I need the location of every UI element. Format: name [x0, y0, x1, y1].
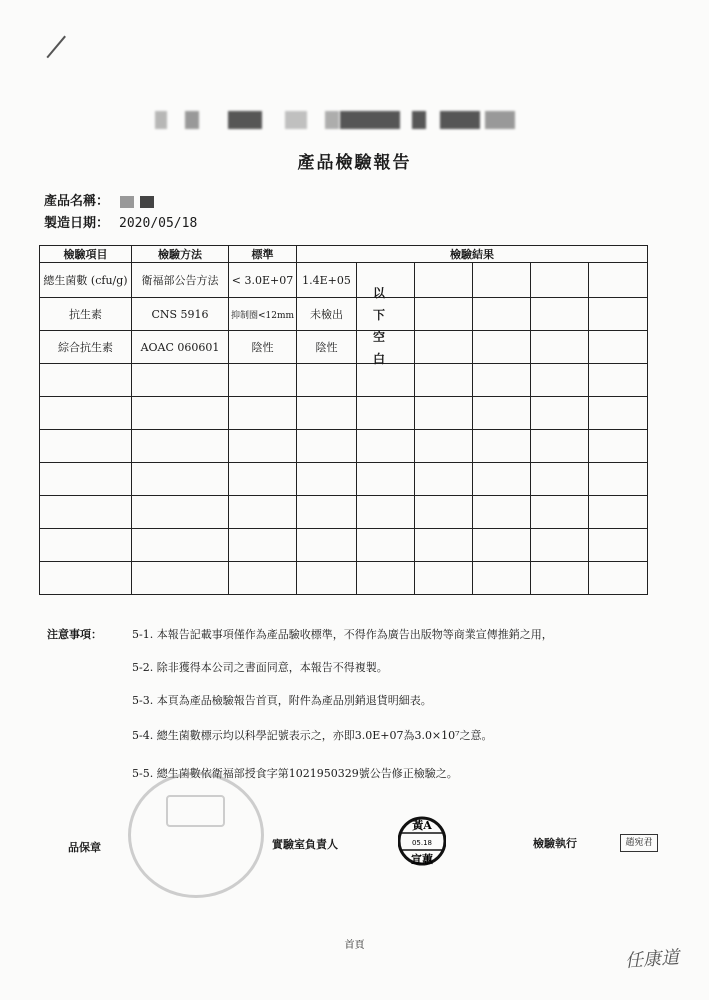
cell-method: CNS 5916	[132, 298, 229, 331]
seal-bottom-text: 宣蕙	[411, 853, 433, 866]
blank-note-char: 下	[372, 308, 385, 322]
header-standard: 標準	[229, 246, 297, 263]
lab-manager-label: 實驗室負責人	[272, 838, 338, 851]
cell-result: 未檢出	[297, 298, 357, 331]
manufacture-date-label: 製造日期：	[44, 216, 110, 231]
handwritten-signature: 任康道	[624, 947, 680, 972]
notes-heading: 注意事項：	[47, 628, 102, 641]
lab-manager-seal	[398, 812, 446, 870]
table-row	[40, 331, 648, 364]
note-item: 5-1. 本報告記載事項僅作為產品驗收標準，不得作為廣告出版物等商業宣傳推銷之用，	[132, 628, 553, 641]
blank-below-note	[365, 282, 393, 370]
cell-item: 抗生素	[40, 298, 132, 331]
cell-method: AOAC 060601	[132, 331, 229, 364]
cell-standard: 抑制圈<12mm	[229, 298, 297, 331]
header-method: 檢驗方法	[132, 246, 229, 263]
table-row-empty	[40, 397, 648, 430]
inspector-label: 檢驗執行	[533, 837, 577, 850]
inspection-table	[39, 245, 648, 595]
qa-seal-label: 品保章	[68, 841, 101, 854]
table-row	[40, 263, 648, 298]
cell-standard: 陰性	[229, 331, 297, 364]
blank-note-char: 以	[372, 286, 385, 300]
product-name-label: 產品名稱：	[44, 194, 110, 209]
seal-date-text: 05.18	[411, 839, 433, 847]
table-row-empty	[40, 529, 648, 562]
cell-standard: < 3.0E+07	[229, 263, 297, 298]
cell-item: 總生菌數 (cfu/g)	[40, 263, 132, 298]
pen-mark	[46, 36, 65, 58]
table-row-empty	[40, 463, 648, 496]
cell-item: 綜合抗生素	[40, 331, 132, 364]
cell-result: 陰性	[297, 331, 357, 364]
header-item: 檢驗項目	[40, 246, 132, 263]
blank-note-char: 空	[372, 330, 385, 344]
manufacture-date-row	[44, 212, 197, 231]
note-item: 5-5. 總生菌數依衛福部授食字第1021950329號公告修正檢驗之。	[132, 767, 458, 780]
table-row-empty	[40, 496, 648, 529]
page-footer: 首頁	[344, 940, 365, 951]
cell-method: 衛福部公告方法	[132, 263, 229, 298]
faded-company-stamp	[128, 772, 264, 898]
manufacture-date-value: 2020/05/18	[119, 216, 198, 231]
page-title: 產品檢驗報告	[297, 153, 412, 173]
table-row-empty	[40, 430, 648, 463]
cell-result: 1.4E+05	[297, 263, 357, 298]
note-item: 5-4. 總生菌數標示均以科學記號表示之，亦即3.0E+07為3.0×10⁷之意。	[132, 729, 493, 742]
table-row-empty	[40, 364, 648, 397]
table-row-empty	[40, 562, 648, 595]
table-row	[40, 298, 648, 331]
blank-note-char: 白	[372, 352, 385, 366]
seal-top-text: 黃A	[412, 819, 432, 832]
note-item: 5-2. 除非獲得本公司之書面同意，本報告不得複製。	[132, 661, 388, 674]
faded-stamp-inner-box	[166, 795, 225, 827]
product-name-row	[44, 190, 154, 209]
inspector-stamp: 趙宛君	[620, 834, 658, 852]
note-item: 5-3. 本頁為產品檢驗報告首頁，附件為產品別銷退貨明細表。	[132, 694, 432, 707]
redacted-product-name	[120, 196, 134, 208]
header-result: 檢驗結果	[297, 246, 648, 263]
redacted-product-name-2	[140, 196, 154, 208]
redacted-company-header	[150, 105, 520, 133]
